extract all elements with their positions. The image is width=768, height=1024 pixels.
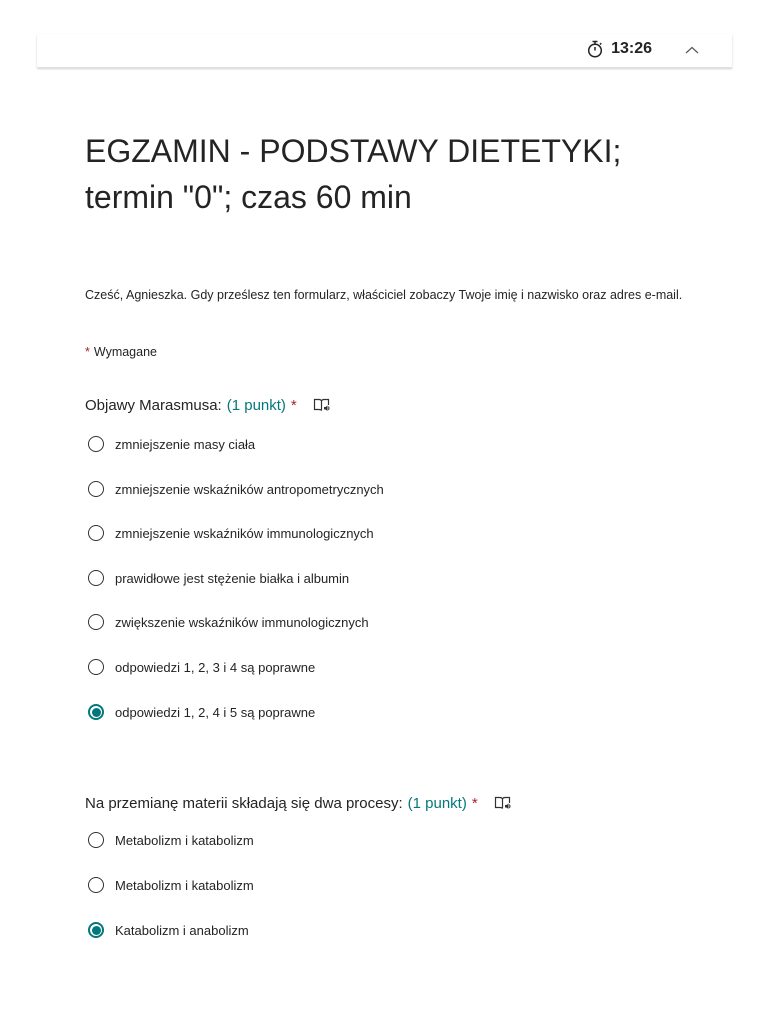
- timer-bar: [37, 34, 732, 68]
- timer: [587, 40, 652, 58]
- radio-button[interactable]: [88, 614, 104, 630]
- question-text: Na przemianę materii składają się dwa procesy:: [85, 794, 403, 812]
- radio-option[interactable]: [85, 611, 369, 633]
- radio-option-selected[interactable]: [85, 919, 249, 941]
- question-title: [85, 394, 705, 416]
- radio-button[interactable]: [88, 877, 104, 893]
- radio-button[interactable]: [88, 481, 104, 497]
- option-label: zmniejszenie wskaźników antropometrycznych: [115, 481, 384, 497]
- radio-option[interactable]: [85, 656, 315, 678]
- radio-button[interactable]: [88, 570, 104, 586]
- radio-button-selected[interactable]: [88, 922, 104, 938]
- radio-button[interactable]: [88, 436, 104, 452]
- radio-button[interactable]: [88, 525, 104, 541]
- timer-value: 13:26: [611, 40, 652, 57]
- radio-option[interactable]: [85, 478, 384, 500]
- collapse-timer-button[interactable]: [682, 41, 702, 61]
- chevron-up-icon: [684, 42, 700, 60]
- immersive-reader-icon[interactable]: [313, 397, 331, 413]
- option-label: zmniejszenie wskaźników immunologicznych: [115, 525, 374, 541]
- option-label: Metabolizm i katabolizm: [115, 832, 254, 848]
- option-label: Metabolizm i katabolizm: [115, 877, 254, 893]
- option-label: zmniejszenie masy ciała: [115, 436, 256, 452]
- radio-option[interactable]: [85, 829, 254, 851]
- required-star: *: [471, 794, 478, 812]
- question-1: [85, 394, 705, 720]
- radio-option[interactable]: [85, 522, 374, 544]
- immersive-reader-icon[interactable]: [494, 795, 512, 811]
- required-star: *: [290, 396, 297, 414]
- question-points: (1 punkt): [226, 396, 286, 414]
- intro-text: Cześć, Agnieszka. Gdy prześlesz ten formularz, właściciel zobaczy Twoje imię i nazwisko oraz adres e-mail.: [85, 288, 683, 302]
- radio-button[interactable]: [88, 659, 104, 675]
- form-title: EGZAMIN - PODSTAWY DIETETYKI; termin "0"; czas 60 min: [85, 133, 622, 215]
- radio-option[interactable]: [85, 874, 254, 896]
- question-text: Objawy Marasmusa:: [85, 396, 222, 414]
- question-2: [85, 792, 705, 938]
- radio-option-selected[interactable]: [85, 701, 315, 723]
- required-note: [85, 345, 157, 359]
- required-star: *: [85, 345, 90, 359]
- question-points: (1 punkt): [407, 794, 467, 812]
- option-label: Katabolizm i anabolizm: [115, 922, 249, 938]
- required-label: Wymagane: [93, 345, 157, 359]
- radio-button-selected[interactable]: [88, 704, 104, 720]
- radio-option[interactable]: [85, 433, 255, 455]
- option-label: zwiększenie wskaźników immunologicznych: [115, 614, 369, 630]
- option-label: prawidłowe jest stężenie białka i albumin: [115, 570, 350, 586]
- stopwatch-icon: [587, 40, 603, 58]
- question-title: [85, 792, 705, 814]
- radio-button[interactable]: [88, 832, 104, 848]
- option-label: odpowiedzi 1, 2, 3 i 4 są poprawne: [115, 659, 316, 675]
- radio-option[interactable]: [85, 567, 349, 589]
- option-label: odpowiedzi 1, 2, 4 i 5 są poprawne: [115, 704, 316, 720]
